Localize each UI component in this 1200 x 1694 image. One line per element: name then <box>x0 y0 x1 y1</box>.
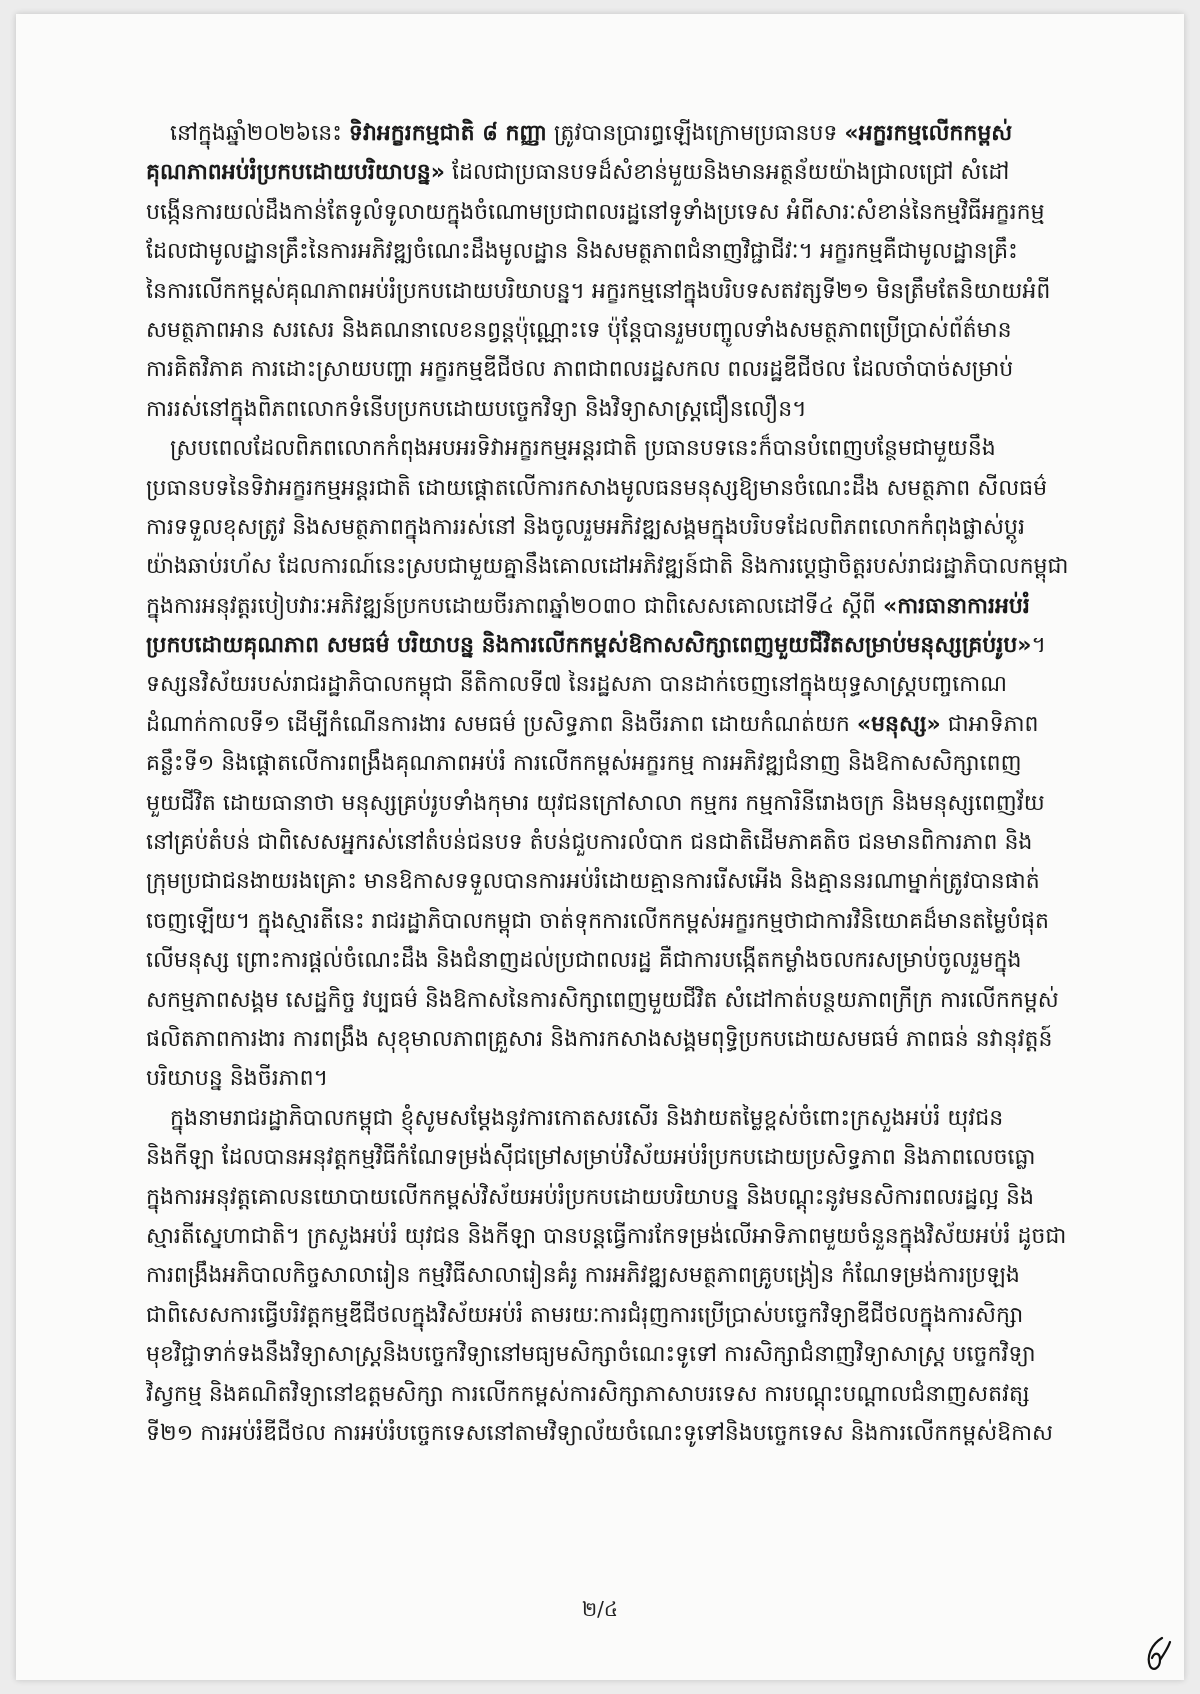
text-run: ដែលជាមូលដ្ឋានគ្រឹះនៃការអភិវឌ្ឍចំណេះដឹងមូលដ្ឋាន និងសមត្ថភាពជំនាញវិជ្ជាជីវៈ។ អក្ខរកម្មគឺជាមូលដ្ឋានគ្រឹះ <box>146 239 1018 265</box>
text-run: ដំណាក់កាលទី១ ដើម្បីកំណើនការងារ សមធម៌ ប្រសិទ្ធភាព និងចីរភាព ដោយកំណត់យក <box>146 711 857 737</box>
text-run: ស្មារតីស្នេហាជាតិ។ ក្រសួងអប់រំ យុវជន និងកីឡា បានបន្តធ្វើការកែទម្រង់លើអាទិភាពមួយចំនួនក្នុងវិស័យអប់រំ ដូចជា <box>146 1223 1067 1249</box>
text-run: មួយជីវិត ដោយធានាថា មនុស្សគ្រប់រូបទាំងកុមារ យុវជនក្រៅសាលា កម្មករ កម្មការិនីរោងចក្រ និងមនុស្សពេញវ័យ <box>146 790 1045 816</box>
text-line <box>146 941 1136 980</box>
text-run: លើមនុស្ស ព្រោះការផ្តល់ចំណេះដឹង និងជំនាញដល់ប្រជាពលរដ្ឋ គឺជាការបង្កើតកម្លាំងចលករសម្រាប់ចូលរួមក្នុង <box>146 948 1022 974</box>
text-run: ទស្សនវិស័យរបស់រាជរដ្ឋាភិបាលកម្ពុជា នីតិកាលទី៧ នៃរដ្ឋសភា បានដាក់ចេញនៅក្នុងយុទ្ធសាស្ត្របញ្ចកោណ <box>146 672 1008 698</box>
paragraph <box>146 114 1136 429</box>
text-run: ជាពិសេសការធ្វើបរិវត្តកម្មឌីជីថលក្នុងវិស័យអប់រំ តាមរយៈការជំរុញការប្រើប្រាស់បច្ចេកវិទ្យាឌីជីថលក្នុងការសិក្សា <box>146 1302 1024 1328</box>
text-line <box>146 862 1136 901</box>
text-run: ចេញឡើយ។ ក្នុងស្មារតីនេះ រាជរដ្ឋាភិបាលកម្ពុជា ចាត់ទុកការលើកកម្ពស់អក្ខរកម្មថាជាការវិនិយោគដ៏មានតម្លៃបំផុត <box>146 908 1049 934</box>
text-run: វិស្វកម្ម និងគណិតវិទ្យានៅឧត្តមសិក្សា ការលើកកម្ពស់ការសិក្សាភាសាបរទេស ការបណ្តុះបណ្តាលជំនាញសតវត្ស <box>146 1381 1030 1407</box>
text-line <box>146 114 1136 153</box>
bold-text-run: «មនុស្ស» <box>856 711 941 737</box>
document-page <box>16 14 1184 1680</box>
text-run: បរិយាបន្ន និងចីរភាព។ <box>146 1066 329 1092</box>
text-line <box>146 1414 1136 1453</box>
bold-text-run: «អក្ខរកម្មលើកកម្ពស់ <box>844 121 1013 146</box>
text-run: នៅគ្រប់តំបន់ ជាពិសេសអ្នករស់នៅតំបន់ជនបទ តំបន់ជួបការលំបាក ជនជាតិដើមភាគតិច ជនមានពិការភាព និង <box>146 830 1033 856</box>
text-line <box>146 272 1136 311</box>
text-line <box>146 1059 1136 1098</box>
page-number: ២/៤ <box>581 1597 619 1621</box>
text-run: ការទទួលខុសត្រូវ និងសមត្ថភាពក្នុងការរស់នៅ និងចូលរួមអភិវឌ្ឍសង្គមក្នុងបរិបទដែលពិភពលោកកំពុងផ្លាស់ប្តូរ <box>146 514 1025 540</box>
text-line <box>146 823 1136 862</box>
body-text <box>146 114 1136 1453</box>
text-run: ទី២១ ការអប់រំឌីជីថល ការអប់រំបច្ចេកទេសនៅតាមវិទ្យាល័យចំណេះទូទៅនិងបច្ចេកទេស និងការលើកកម្ពស់ឱកាស <box>146 1420 1053 1446</box>
text-line <box>146 705 1136 744</box>
text-line <box>146 1375 1136 1414</box>
text-line <box>146 1335 1136 1374</box>
text-run: បង្កើនការយល់ដឹងកាន់តែទូលំទូលាយក្នុងចំណោមប្រជាពលរដ្ឋនៅទូទាំងប្រទេស អំពីសារៈសំខាន់នៃកម្មវិធីអក្ខរកម្ម <box>146 199 1045 225</box>
text-line <box>146 232 1136 271</box>
text-line <box>146 547 1136 586</box>
text-run: ប្រធានបទនៃទិវាអក្ខរកម្មអន្តរជាតិ ដោយផ្តោតលើការកសាងមូលធនមនុស្សឱ្យមានចំណេះដឹង សមត្ថភាព សីលធម៌ <box>146 475 1048 501</box>
text-line <box>146 350 1136 389</box>
bold-text-run: «ការធានាការអប់រំ <box>883 593 1030 619</box>
text-run: ក្នុងនាមរាជរដ្ឋាភិបាលកម្ពុជា ខ្ញុំសូមសម្តែងនូវការកោតសរសើរ និងវាយតម្លៃខ្ពស់ចំពោះក្រសួងអប់រំ យុវជន <box>170 1105 1004 1131</box>
text-line <box>146 1138 1136 1177</box>
text-run: និងកីឡា ដែលបានអនុវត្តកម្មវិធីកំណែទម្រង់ស៊ីជម្រៅសម្រាប់វិស័យអប់រំប្រកបដោយប្រសិទ្ធភាព និងភាពលេចធ្លោ <box>146 1145 1036 1171</box>
text-line <box>146 429 1136 468</box>
text-run: ក្រុមប្រជាជនងាយរងគ្រោះ មានឱកាសទទួលបានការអប់រំដោយគ្មានការរើសអើង និងគ្មាននរណាម្នាក់ត្រូវបានផាត់ <box>146 869 1040 895</box>
text-line <box>146 508 1136 547</box>
text-run: ការគិតវិភាគ ការដោះស្រាយបញ្ហា អក្ខរកម្មឌីជីថល ភាពជាពលរដ្ឋសកល ពលរដ្ឋឌីជីថល ដែលចាំបាច់សម្រាប់ <box>146 357 1014 383</box>
bold-text-run: ទិវាអក្ខរកម្មជាតិ ៨ កញ្ញា <box>348 121 547 146</box>
text-run: ដែលជាប្រធានបទដ៏សំខាន់មួយនិងមានអត្ថន័យយ៉ាងជ្រាលជ្រៅ សំដៅ <box>445 160 1010 186</box>
text-line <box>146 1256 1136 1295</box>
text-run: ការពង្រឹងអភិបាលកិច្ចសាលារៀន កម្មវិធីសាលារៀនគំរូ ការអភិវឌ្ឍសមត្ថភាពគ្រូបង្រៀន កំណែទម្រង់ការប្រឡង <box>146 1263 1020 1289</box>
text-line <box>146 665 1136 704</box>
text-line <box>146 1217 1136 1256</box>
text-run: ក្នុងការអនុវត្តរបៀបវារៈអភិវឌ្ឍន៍ប្រកបដោយចីរភាពឆ្នាំ២០៣០ ជាពិសេសគោលដៅទី៤ ស្តីពី <box>146 593 883 619</box>
text-line <box>146 390 1136 429</box>
paragraph <box>146 429 1136 665</box>
text-line <box>146 153 1136 192</box>
text-line <box>146 1099 1136 1138</box>
text-line <box>146 626 1136 665</box>
text-run: ក្នុងការអនុវត្តគោលនយោបាយលើកកម្ពស់វិស័យអប់រំប្រកបដោយបរិយាបន្ន និងបណ្តុះនូវមនសិការពលរដ្ឋល្អ និង <box>146 1184 1034 1210</box>
text-run: នៅក្នុងឆ្នាំ២០២៦នេះ <box>170 121 349 146</box>
text-run: ត្រូវបានប្រារព្ធឡើងក្រោមប្រធានបទ <box>546 121 845 146</box>
text-line <box>146 311 1136 350</box>
text-line <box>146 193 1136 232</box>
text-line <box>146 1020 1136 1059</box>
text-line <box>146 902 1136 941</box>
text-run: ជាអាទិភាព <box>940 711 1039 737</box>
text-line <box>146 587 1136 626</box>
handwritten-initial <box>1142 1634 1174 1674</box>
paragraph <box>146 1099 1136 1454</box>
text-run: សមត្ថភាពអាន សរសេរ និងគណនាលេខនព្វន្តប៉ុណ្ណោះទេ ប៉ុន្តែបានរួមបញ្ចូលទាំងសមត្ថភាពប្រើប្រាស់ព័ត៌មាន <box>146 317 1012 343</box>
bold-text-run: គុណភាពអប់រំប្រកបដោយបរិយាបន្ន» <box>146 160 445 186</box>
text-line <box>146 1296 1136 1335</box>
paragraph <box>146 665 1136 1098</box>
text-line <box>146 784 1136 823</box>
bold-text-run: ប្រកបដោយគុណភាព សមធម៌ បរិយាបន្ន និងការលើកកម្ពស់ឱកាសសិក្សាពេញមួយជីវិតសម្រាប់មនុស្សគ្រប់រូប» <box>146 633 1032 659</box>
text-line <box>146 981 1136 1020</box>
text-run: គន្លឹះទី១ និងផ្តោតលើការពង្រឹងគុណភាពអប់រំ ការលើកកម្ពស់អក្ខរកម្ម ការអភិវឌ្ឍជំនាញ និងឱកាសសិក្សាពេញ <box>146 751 1022 777</box>
text-run: ស្របពេលដែលពិភពលោកកំពុងអបអរទិវាអក្ខរកម្មអន្តរជាតិ ប្រធានបទនេះក៏បានបំពេញបន្ថែមជាមួយនឹង <box>170 436 996 462</box>
text-run: យ៉ាងឆាប់រហ័ស ដែលការណ៍នេះស្របជាមួយគ្នានឹងគោលដៅអភិវឌ្ឍន៍ជាតិ និងការប្តេជ្ញាចិត្តរបស់រាជរដ្ឋាភិបាលកម្ពុជា <box>146 554 1069 580</box>
text-line <box>146 1178 1136 1217</box>
text-run: ការរស់នៅក្នុងពិភពលោកទំនើបប្រកបដោយបច្ចេកវិទ្យា និងវិទ្យាសាស្ត្រជឿនលឿន។ <box>146 396 807 422</box>
text-run: ។ <box>1031 633 1047 659</box>
text-run: មុខវិជ្ជាទាក់ទងនឹងវិទ្យាសាស្ត្រនិងបច្ចេកវិទ្យានៅមធ្យមសិក្សាចំណេះទូទៅ ការសិក្សាជំនាញវិទ្យាសាស្ត្រ បច្ចេកវិទ្យា <box>146 1342 1036 1368</box>
text-run: នៃការលើកកម្ពស់គុណភាពអប់រំប្រកបដោយបរិយាបន្ន។ អក្ខរកម្មនៅក្នុងបរិបទសតវត្សទី២១ មិនត្រឹមតែនិយាយអំពី <box>146 278 1051 304</box>
text-run: សកម្មភាពសង្គម សេដ្ឋកិច្ច វប្បធម៌ និងឱកាសនៃការសិក្សាពេញមួយជីវិត សំដៅកាត់បន្ថយភាពក្រីក្រ ការលើកកម្ពស់ <box>146 987 1059 1013</box>
text-line <box>146 744 1136 783</box>
text-run: ផលិតភាពការងារ ការពង្រឹង សុខុមាលភាពគ្រួសារ និងការកសាងសង្គមពុទ្ធិប្រកបដោយសមធម៌ ភាពធន់ នវានុវត្តន៍ <box>146 1026 1053 1052</box>
text-line <box>146 469 1136 508</box>
